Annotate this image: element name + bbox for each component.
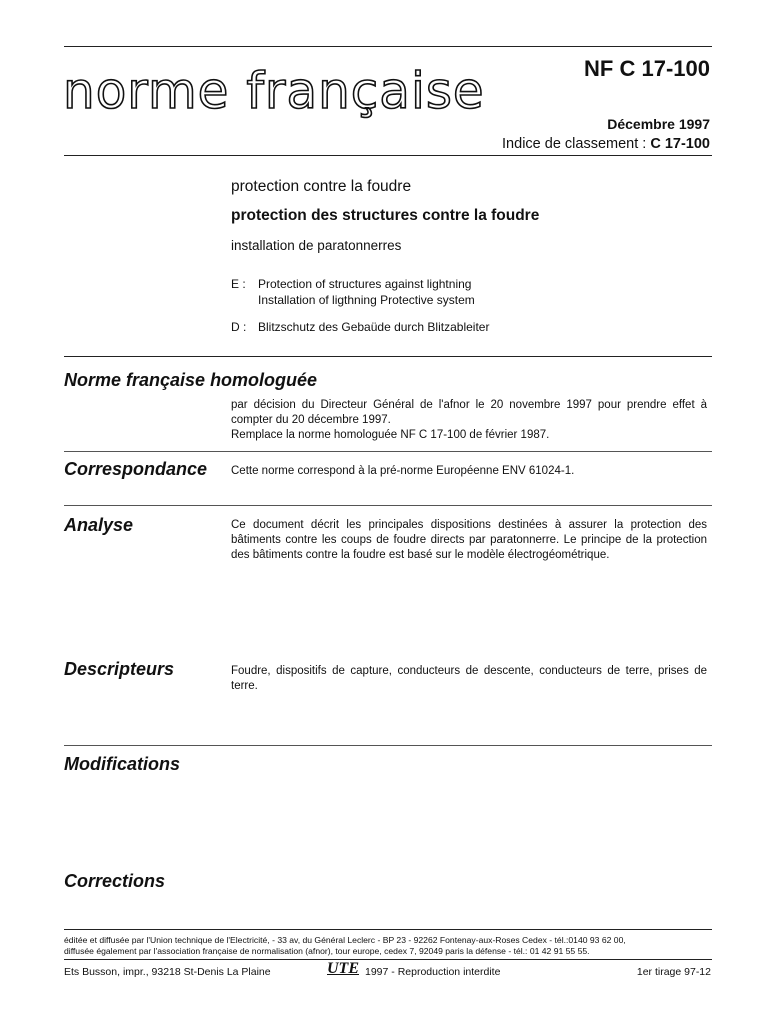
rule-footer-bottom (64, 959, 712, 960)
german-code: D : (231, 320, 247, 334)
indice-value: C 17-100 (650, 136, 710, 152)
analyse-text: Ce document décrit les principales dispositions destinées à assurer la protection des bâtiments contre les coups de foudre directs par paratonnerre. Le principe de la protection des bâtiments contre la foudre est basé sur le modèle électrogéométrique. (231, 519, 707, 561)
print-run: 1er tirage 97-12 (636, 966, 711, 978)
doc-date: Décembre 1997 (607, 116, 710, 132)
title-line-1: protection contre la foudre (231, 178, 412, 195)
homologuee-heading: Norme française homologuée (64, 370, 318, 390)
rule-correspondance (64, 451, 712, 452)
homologuee-text-2: Remplace la norme homologuée NF C 17-100 de février 1987. (231, 429, 550, 441)
english-code: E : (231, 277, 246, 291)
publisher-line-2: diffusée également par l'association française de normalisation (afnor), tour europe, cedex 7, 92049 paris la défense - tél.: 01 42 91 55 55. (64, 946, 590, 956)
rule-analyse (64, 505, 712, 506)
norme-francaise-logo: norme française (63, 62, 485, 120)
title-line-2: protection des structures contre la foudre (231, 207, 540, 224)
english-line-2: Installation of ligthning Protective system (258, 293, 475, 307)
english-title (258, 276, 475, 308)
english-line-1: Protection of structures against lightning (258, 277, 472, 291)
publisher-info (64, 935, 712, 957)
rule-modifications (64, 745, 712, 746)
publisher-line-1: éditée et diffusée par l'Union technique de l'Electricité, - 33 av, du Général Leclerc - BP 23 - 92262 Fontenay-aux-Roses Cedex - tél.:0140 93 62 00, (64, 935, 626, 945)
corrections-heading: Corrections (64, 871, 166, 891)
indice-classement (502, 136, 710, 152)
descripteurs-heading: Descripteurs (64, 659, 175, 679)
ute-logo: UTE (327, 960, 359, 977)
descripteurs-text: Foudre, dispositifs de capture, conducteurs de descente, conducteurs de terre, prises de terre. (231, 665, 707, 692)
rule-footer-top (64, 929, 712, 930)
german-title: Blitzschutz des Gebaüde durch Blitzableiter (258, 320, 490, 334)
reproduction-notice: 1997 - Reproduction interdite (365, 966, 501, 978)
top-rule (64, 46, 712, 47)
header-bottom-rule (64, 155, 712, 156)
doc-number: NF C 17-100 (584, 56, 710, 81)
indice-label: Indice de classement : (502, 136, 651, 152)
analyse-heading: Analyse (64, 515, 134, 535)
rule-homologuee (64, 356, 712, 357)
title-line-3: installation de paratonnerres (231, 238, 402, 253)
homologuee-text (231, 398, 707, 443)
modifications-heading: Modifications (64, 754, 180, 774)
correspondance-heading: Correspondance (64, 459, 208, 479)
homologuee-text-1: par décision du Directeur Général de l'afnor le 20 novembre 1997 pour prendre effet à compter du 20 décembre 1997. (231, 399, 707, 426)
correspondance-text: Cette norme correspond à la pré-norme Européenne ENV 61024-1. (231, 465, 575, 477)
printer-info: Ets Busson, impr., 93218 St-Denis La Plaine (64, 966, 271, 978)
